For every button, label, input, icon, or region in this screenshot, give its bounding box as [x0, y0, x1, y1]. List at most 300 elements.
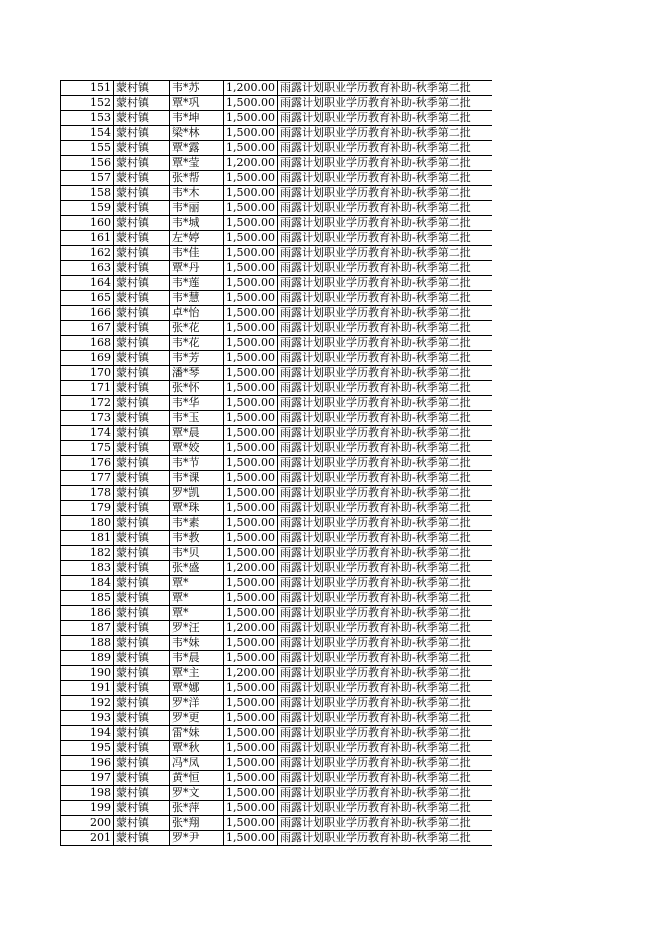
name-cell: 罗*尹 [170, 831, 224, 846]
name-cell: 覃*巩 [170, 96, 224, 111]
row-number-cell: 163 [61, 261, 114, 276]
amount-cell: 1,500.00 [224, 111, 278, 126]
name-cell: 韦*玉 [170, 411, 224, 426]
name-cell: 韦*晨 [170, 651, 224, 666]
town-cell: 蒙村镇 [114, 381, 170, 396]
town-cell: 蒙村镇 [114, 456, 170, 471]
name-cell: 黄*恒 [170, 771, 224, 786]
name-cell: 张*盛 [170, 561, 224, 576]
description-cell: 雨露计划职业学历教育补助-秋季第二批 [278, 186, 492, 201]
row-number-cell: 169 [61, 351, 114, 366]
row-number-cell: 175 [61, 441, 114, 456]
town-cell: 蒙村镇 [114, 411, 170, 426]
town-cell: 蒙村镇 [114, 336, 170, 351]
name-cell: 张*帮 [170, 171, 224, 186]
name-cell: 覃*珠 [170, 501, 224, 516]
town-cell: 蒙村镇 [114, 681, 170, 696]
description-cell: 雨露计划职业学历教育补助-秋季第二批 [278, 96, 492, 111]
table-row [61, 96, 492, 111]
row-number-cell: 156 [61, 156, 114, 171]
amount-cell: 1,500.00 [224, 321, 278, 336]
town-cell: 蒙村镇 [114, 546, 170, 561]
row-number-cell: 179 [61, 501, 114, 516]
table-row [61, 441, 492, 456]
description-cell: 雨露计划职业学历教育补助-秋季第二批 [278, 456, 492, 471]
amount-cell: 1,500.00 [224, 96, 278, 111]
description-cell: 雨露计划职业学历教育补助-秋季第二批 [278, 351, 492, 366]
description-cell: 雨露计划职业学历教育补助-秋季第二批 [278, 651, 492, 666]
amount-cell: 1,500.00 [224, 396, 278, 411]
row-number-cell: 152 [61, 96, 114, 111]
town-cell: 蒙村镇 [114, 771, 170, 786]
town-cell: 蒙村镇 [114, 501, 170, 516]
table-row [61, 681, 492, 696]
row-number-cell: 180 [61, 516, 114, 531]
table-row [61, 276, 492, 291]
table-row [61, 456, 492, 471]
row-number-cell: 164 [61, 276, 114, 291]
amount-cell: 1,200.00 [224, 81, 278, 96]
table-row [61, 81, 492, 96]
name-cell: 韦*城 [170, 216, 224, 231]
description-cell: 雨露计划职业学历教育补助-秋季第二批 [278, 471, 492, 486]
description-cell: 雨露计划职业学历教育补助-秋季第二批 [278, 786, 492, 801]
town-cell: 蒙村镇 [114, 126, 170, 141]
description-cell: 雨露计划职业学历教育补助-秋季第二批 [278, 231, 492, 246]
row-number-cell: 197 [61, 771, 114, 786]
amount-cell: 1,500.00 [224, 216, 278, 231]
description-cell: 雨露计划职业学历教育补助-秋季第二批 [278, 831, 492, 846]
amount-cell: 1,500.00 [224, 591, 278, 606]
row-number-cell: 162 [61, 246, 114, 261]
amount-cell: 1,500.00 [224, 801, 278, 816]
town-cell: 蒙村镇 [114, 561, 170, 576]
description-cell: 雨露计划职业学历教育补助-秋季第二批 [278, 771, 492, 786]
description-cell: 雨露计划职业学历教育补助-秋季第二批 [278, 696, 492, 711]
amount-cell: 1,500.00 [224, 756, 278, 771]
amount-cell: 1,500.00 [224, 171, 278, 186]
town-cell: 蒙村镇 [114, 291, 170, 306]
description-cell: 雨露计划职业学历教育补助-秋季第二批 [278, 681, 492, 696]
table-row [61, 561, 492, 576]
description-cell: 雨露计划职业学历教育补助-秋季第二批 [278, 171, 492, 186]
table-row [61, 321, 492, 336]
table-row [61, 306, 492, 321]
description-cell: 雨露计划职业学历教育补助-秋季第二批 [278, 531, 492, 546]
description-cell: 雨露计划职业学历教育补助-秋季第二批 [278, 81, 492, 96]
description-cell: 雨露计划职业学历教育补助-秋季第二批 [278, 621, 492, 636]
name-cell: 韦*花 [170, 336, 224, 351]
description-cell: 雨露计划职业学历教育补助-秋季第二批 [278, 591, 492, 606]
description-cell: 雨露计划职业学历教育补助-秋季第二批 [278, 141, 492, 156]
town-cell: 蒙村镇 [114, 576, 170, 591]
town-cell: 蒙村镇 [114, 531, 170, 546]
amount-cell: 1,500.00 [224, 501, 278, 516]
table-row [61, 426, 492, 441]
description-cell: 雨露计划职业学历教育补助-秋季第二批 [278, 711, 492, 726]
name-cell: 韦*苏 [170, 81, 224, 96]
description-cell: 雨露计划职业学历教育补助-秋季第二批 [278, 216, 492, 231]
table-row [61, 711, 492, 726]
description-cell: 雨露计划职业学历教育补助-秋季第二批 [278, 396, 492, 411]
row-number-cell: 160 [61, 216, 114, 231]
town-cell: 蒙村镇 [114, 366, 170, 381]
description-cell: 雨露计划职业学历教育补助-秋季第二批 [278, 801, 492, 816]
town-cell: 蒙村镇 [114, 651, 170, 666]
row-number-cell: 174 [61, 426, 114, 441]
amount-cell: 1,500.00 [224, 771, 278, 786]
row-number-cell: 195 [61, 741, 114, 756]
amount-cell: 1,500.00 [224, 471, 278, 486]
town-cell: 蒙村镇 [114, 666, 170, 681]
description-cell: 雨露计划职业学历教育补助-秋季第二批 [278, 246, 492, 261]
amount-cell: 1,500.00 [224, 306, 278, 321]
name-cell: 雷*妹 [170, 726, 224, 741]
description-cell: 雨露计划职业学历教育补助-秋季第二批 [278, 516, 492, 531]
table-row [61, 111, 492, 126]
town-cell: 蒙村镇 [114, 786, 170, 801]
table-row [61, 171, 492, 186]
name-cell: 韦*教 [170, 531, 224, 546]
description-cell: 雨露计划职业学历教育补助-秋季第二批 [278, 501, 492, 516]
row-number-cell: 154 [61, 126, 114, 141]
row-number-cell: 192 [61, 696, 114, 711]
amount-cell: 1,500.00 [224, 636, 278, 651]
row-number-cell: 151 [61, 81, 114, 96]
table-row [61, 591, 492, 606]
table-row [61, 636, 492, 651]
row-number-cell: 194 [61, 726, 114, 741]
row-number-cell: 188 [61, 636, 114, 651]
row-number-cell: 171 [61, 381, 114, 396]
name-cell: 梁*林 [170, 126, 224, 141]
table-row [61, 606, 492, 621]
amount-cell: 1,500.00 [224, 231, 278, 246]
town-cell: 蒙村镇 [114, 756, 170, 771]
row-number-cell: 187 [61, 621, 114, 636]
table-row [61, 531, 492, 546]
row-number-cell: 184 [61, 576, 114, 591]
name-cell: 韦*课 [170, 471, 224, 486]
table-row [61, 396, 492, 411]
name-cell: 张*花 [170, 321, 224, 336]
row-number-cell: 157 [61, 171, 114, 186]
table-row [61, 411, 492, 426]
table-row [61, 621, 492, 636]
amount-cell: 1,500.00 [224, 336, 278, 351]
town-cell: 蒙村镇 [114, 471, 170, 486]
town-cell: 蒙村镇 [114, 396, 170, 411]
town-cell: 蒙村镇 [114, 81, 170, 96]
name-cell: 韦*节 [170, 456, 224, 471]
description-cell: 雨露计划职业学历教育补助-秋季第二批 [278, 636, 492, 651]
amount-cell: 1,500.00 [224, 606, 278, 621]
table-row [61, 741, 492, 756]
town-cell: 蒙村镇 [114, 246, 170, 261]
amount-cell: 1,500.00 [224, 441, 278, 456]
description-cell: 雨露计划职业学历教育补助-秋季第二批 [278, 426, 492, 441]
description-cell: 雨露计划职业学历教育补助-秋季第二批 [278, 816, 492, 831]
row-number-cell: 170 [61, 366, 114, 381]
description-cell: 雨露计划职业学历教育补助-秋季第二批 [278, 321, 492, 336]
name-cell: 覃*姣 [170, 441, 224, 456]
table-row [61, 666, 492, 681]
description-cell: 雨露计划职业学历教育补助-秋季第二批 [278, 336, 492, 351]
row-number-cell: 190 [61, 666, 114, 681]
town-cell: 蒙村镇 [114, 816, 170, 831]
row-number-cell: 183 [61, 561, 114, 576]
description-cell: 雨露计划职业学历教育补助-秋季第二批 [278, 546, 492, 561]
amount-cell: 1,500.00 [224, 711, 278, 726]
row-number-cell: 201 [61, 831, 114, 846]
name-cell: 韦*木 [170, 186, 224, 201]
description-cell: 雨露计划职业学历教育补助-秋季第二批 [278, 156, 492, 171]
description-cell: 雨露计划职业学历教育补助-秋季第二批 [278, 291, 492, 306]
name-cell: 覃*莹 [170, 156, 224, 171]
town-cell: 蒙村镇 [114, 621, 170, 636]
amount-cell: 1,500.00 [224, 726, 278, 741]
town-cell: 蒙村镇 [114, 636, 170, 651]
table-row [61, 156, 492, 171]
table-row [61, 471, 492, 486]
row-number-cell: 153 [61, 111, 114, 126]
table-row [61, 486, 492, 501]
table-row [61, 366, 492, 381]
row-number-cell: 178 [61, 486, 114, 501]
table-row [61, 786, 492, 801]
amount-cell: 1,500.00 [224, 426, 278, 441]
description-cell: 雨露计划职业学历教育补助-秋季第二批 [278, 276, 492, 291]
table-row [61, 201, 492, 216]
table-row [61, 381, 492, 396]
amount-cell: 1,500.00 [224, 201, 278, 216]
table-row [61, 186, 492, 201]
name-cell: 冯*凤 [170, 756, 224, 771]
town-cell: 蒙村镇 [114, 216, 170, 231]
name-cell: 韦*素 [170, 516, 224, 531]
amount-cell: 1,200.00 [224, 156, 278, 171]
table-row [61, 801, 492, 816]
town-cell: 蒙村镇 [114, 231, 170, 246]
town-cell: 蒙村镇 [114, 141, 170, 156]
amount-cell: 1,500.00 [224, 366, 278, 381]
name-cell: 张*怀 [170, 381, 224, 396]
amount-cell: 1,500.00 [224, 516, 278, 531]
row-number-cell: 168 [61, 336, 114, 351]
table-row [61, 771, 492, 786]
description-cell: 雨露计划职业学历教育补助-秋季第二批 [278, 606, 492, 621]
description-cell: 雨露计划职业学历教育补助-秋季第二批 [278, 111, 492, 126]
amount-cell: 1,200.00 [224, 666, 278, 681]
town-cell: 蒙村镇 [114, 516, 170, 531]
town-cell: 蒙村镇 [114, 201, 170, 216]
table-row [61, 756, 492, 771]
table-row [61, 126, 492, 141]
name-cell: 覃*主 [170, 666, 224, 681]
table-row [61, 231, 492, 246]
row-number-cell: 176 [61, 456, 114, 471]
amount-cell: 1,500.00 [224, 186, 278, 201]
description-cell: 雨露计划职业学历教育补助-秋季第二批 [278, 561, 492, 576]
table-row [61, 576, 492, 591]
amount-cell: 1,500.00 [224, 831, 278, 846]
amount-cell: 1,500.00 [224, 546, 278, 561]
name-cell: 张*翔 [170, 816, 224, 831]
row-number-cell: 158 [61, 186, 114, 201]
table-row [61, 696, 492, 711]
row-number-cell: 172 [61, 396, 114, 411]
row-number-cell: 155 [61, 141, 114, 156]
row-number-cell: 182 [61, 546, 114, 561]
town-cell: 蒙村镇 [114, 306, 170, 321]
row-number-cell: 177 [61, 471, 114, 486]
amount-cell: 1,500.00 [224, 456, 278, 471]
amount-cell: 1,500.00 [224, 351, 278, 366]
amount-cell: 1,500.00 [224, 411, 278, 426]
subsidy-table [60, 80, 492, 846]
table-row [61, 546, 492, 561]
amount-cell: 1,500.00 [224, 246, 278, 261]
name-cell: 罗*文 [170, 786, 224, 801]
row-number-cell: 191 [61, 681, 114, 696]
description-cell: 雨露计划职业学历教育补助-秋季第二批 [278, 261, 492, 276]
amount-cell: 1,500.00 [224, 276, 278, 291]
name-cell: 韦*佳 [170, 246, 224, 261]
amount-cell: 1,200.00 [224, 621, 278, 636]
row-number-cell: 185 [61, 591, 114, 606]
name-cell: 卓*怡 [170, 306, 224, 321]
row-number-cell: 186 [61, 606, 114, 621]
town-cell: 蒙村镇 [114, 96, 170, 111]
amount-cell: 1,500.00 [224, 741, 278, 756]
town-cell: 蒙村镇 [114, 831, 170, 846]
amount-cell: 1,500.00 [224, 126, 278, 141]
row-number-cell: 196 [61, 756, 114, 771]
name-cell: 韦*坤 [170, 111, 224, 126]
town-cell: 蒙村镇 [114, 186, 170, 201]
amount-cell: 1,500.00 [224, 681, 278, 696]
name-cell: 韦*莲 [170, 276, 224, 291]
row-number-cell: 200 [61, 816, 114, 831]
description-cell: 雨露计划职业学历教育补助-秋季第二批 [278, 381, 492, 396]
name-cell: 罗*凯 [170, 486, 224, 501]
name-cell: 韦*妹 [170, 636, 224, 651]
row-number-cell: 181 [61, 531, 114, 546]
description-cell: 雨露计划职业学历教育补助-秋季第二批 [278, 726, 492, 741]
town-cell: 蒙村镇 [114, 696, 170, 711]
name-cell: 左*婷 [170, 231, 224, 246]
amount-cell: 1,200.00 [224, 561, 278, 576]
name-cell: 覃* [170, 591, 224, 606]
amount-cell: 1,500.00 [224, 696, 278, 711]
table-row [61, 336, 492, 351]
amount-cell: 1,500.00 [224, 531, 278, 546]
name-cell: 覃*娜 [170, 681, 224, 696]
table-row [61, 216, 492, 231]
row-number-cell: 166 [61, 306, 114, 321]
table-row [61, 516, 492, 531]
row-number-cell: 199 [61, 801, 114, 816]
description-cell: 雨露计划职业学历教育补助-秋季第二批 [278, 486, 492, 501]
name-cell: 韦*丽 [170, 201, 224, 216]
name-cell: 覃* [170, 606, 224, 621]
description-cell: 雨露计划职业学历教育补助-秋季第二批 [278, 756, 492, 771]
name-cell: 覃*晨 [170, 426, 224, 441]
amount-cell: 1,500.00 [224, 651, 278, 666]
town-cell: 蒙村镇 [114, 741, 170, 756]
amount-cell: 1,500.00 [224, 576, 278, 591]
amount-cell: 1,500.00 [224, 486, 278, 501]
town-cell: 蒙村镇 [114, 156, 170, 171]
amount-cell: 1,500.00 [224, 786, 278, 801]
row-number-cell: 167 [61, 321, 114, 336]
town-cell: 蒙村镇 [114, 276, 170, 291]
town-cell: 蒙村镇 [114, 321, 170, 336]
description-cell: 雨露计划职业学历教育补助-秋季第二批 [278, 201, 492, 216]
town-cell: 蒙村镇 [114, 801, 170, 816]
description-cell: 雨露计划职业学历教育补助-秋季第二批 [278, 126, 492, 141]
table-row [61, 726, 492, 741]
amount-cell: 1,500.00 [224, 816, 278, 831]
description-cell: 雨露计划职业学历教育补助-秋季第二批 [278, 741, 492, 756]
town-cell: 蒙村镇 [114, 261, 170, 276]
town-cell: 蒙村镇 [114, 606, 170, 621]
name-cell: 覃*秋 [170, 741, 224, 756]
description-cell: 雨露计划职业学历教育补助-秋季第二批 [278, 306, 492, 321]
table-row [61, 291, 492, 306]
table-row [61, 141, 492, 156]
town-cell: 蒙村镇 [114, 441, 170, 456]
name-cell: 覃*露 [170, 141, 224, 156]
table-row [61, 831, 492, 846]
town-cell: 蒙村镇 [114, 726, 170, 741]
description-cell: 雨露计划职业学历教育补助-秋季第二批 [278, 576, 492, 591]
description-cell: 雨露计划职业学历教育补助-秋季第二批 [278, 411, 492, 426]
town-cell: 蒙村镇 [114, 171, 170, 186]
row-number-cell: 189 [61, 651, 114, 666]
description-cell: 雨露计划职业学历教育补助-秋季第二批 [278, 366, 492, 381]
name-cell: 韦*芳 [170, 351, 224, 366]
table-row [61, 246, 492, 261]
amount-cell: 1,500.00 [224, 261, 278, 276]
name-cell: 罗*洋 [170, 696, 224, 711]
row-number-cell: 165 [61, 291, 114, 306]
town-cell: 蒙村镇 [114, 111, 170, 126]
table-row [61, 816, 492, 831]
row-number-cell: 193 [61, 711, 114, 726]
subsidy-table-body [61, 81, 492, 846]
row-number-cell: 173 [61, 411, 114, 426]
amount-cell: 1,500.00 [224, 381, 278, 396]
name-cell: 覃*丹 [170, 261, 224, 276]
amount-cell: 1,500.00 [224, 141, 278, 156]
name-cell: 罗*汪 [170, 621, 224, 636]
name-cell: 罗*更 [170, 711, 224, 726]
name-cell: 韦*慧 [170, 291, 224, 306]
name-cell: 韦*华 [170, 396, 224, 411]
row-number-cell: 161 [61, 231, 114, 246]
description-cell: 雨露计划职业学历教育补助-秋季第二批 [278, 666, 492, 681]
name-cell: 覃* [170, 576, 224, 591]
amount-cell: 1,500.00 [224, 291, 278, 306]
town-cell: 蒙村镇 [114, 711, 170, 726]
row-number-cell: 198 [61, 786, 114, 801]
table-row [61, 351, 492, 366]
table-row [61, 501, 492, 516]
town-cell: 蒙村镇 [114, 486, 170, 501]
description-cell: 雨露计划职业学历教育补助-秋季第二批 [278, 441, 492, 456]
name-cell: 潘*琴 [170, 366, 224, 381]
